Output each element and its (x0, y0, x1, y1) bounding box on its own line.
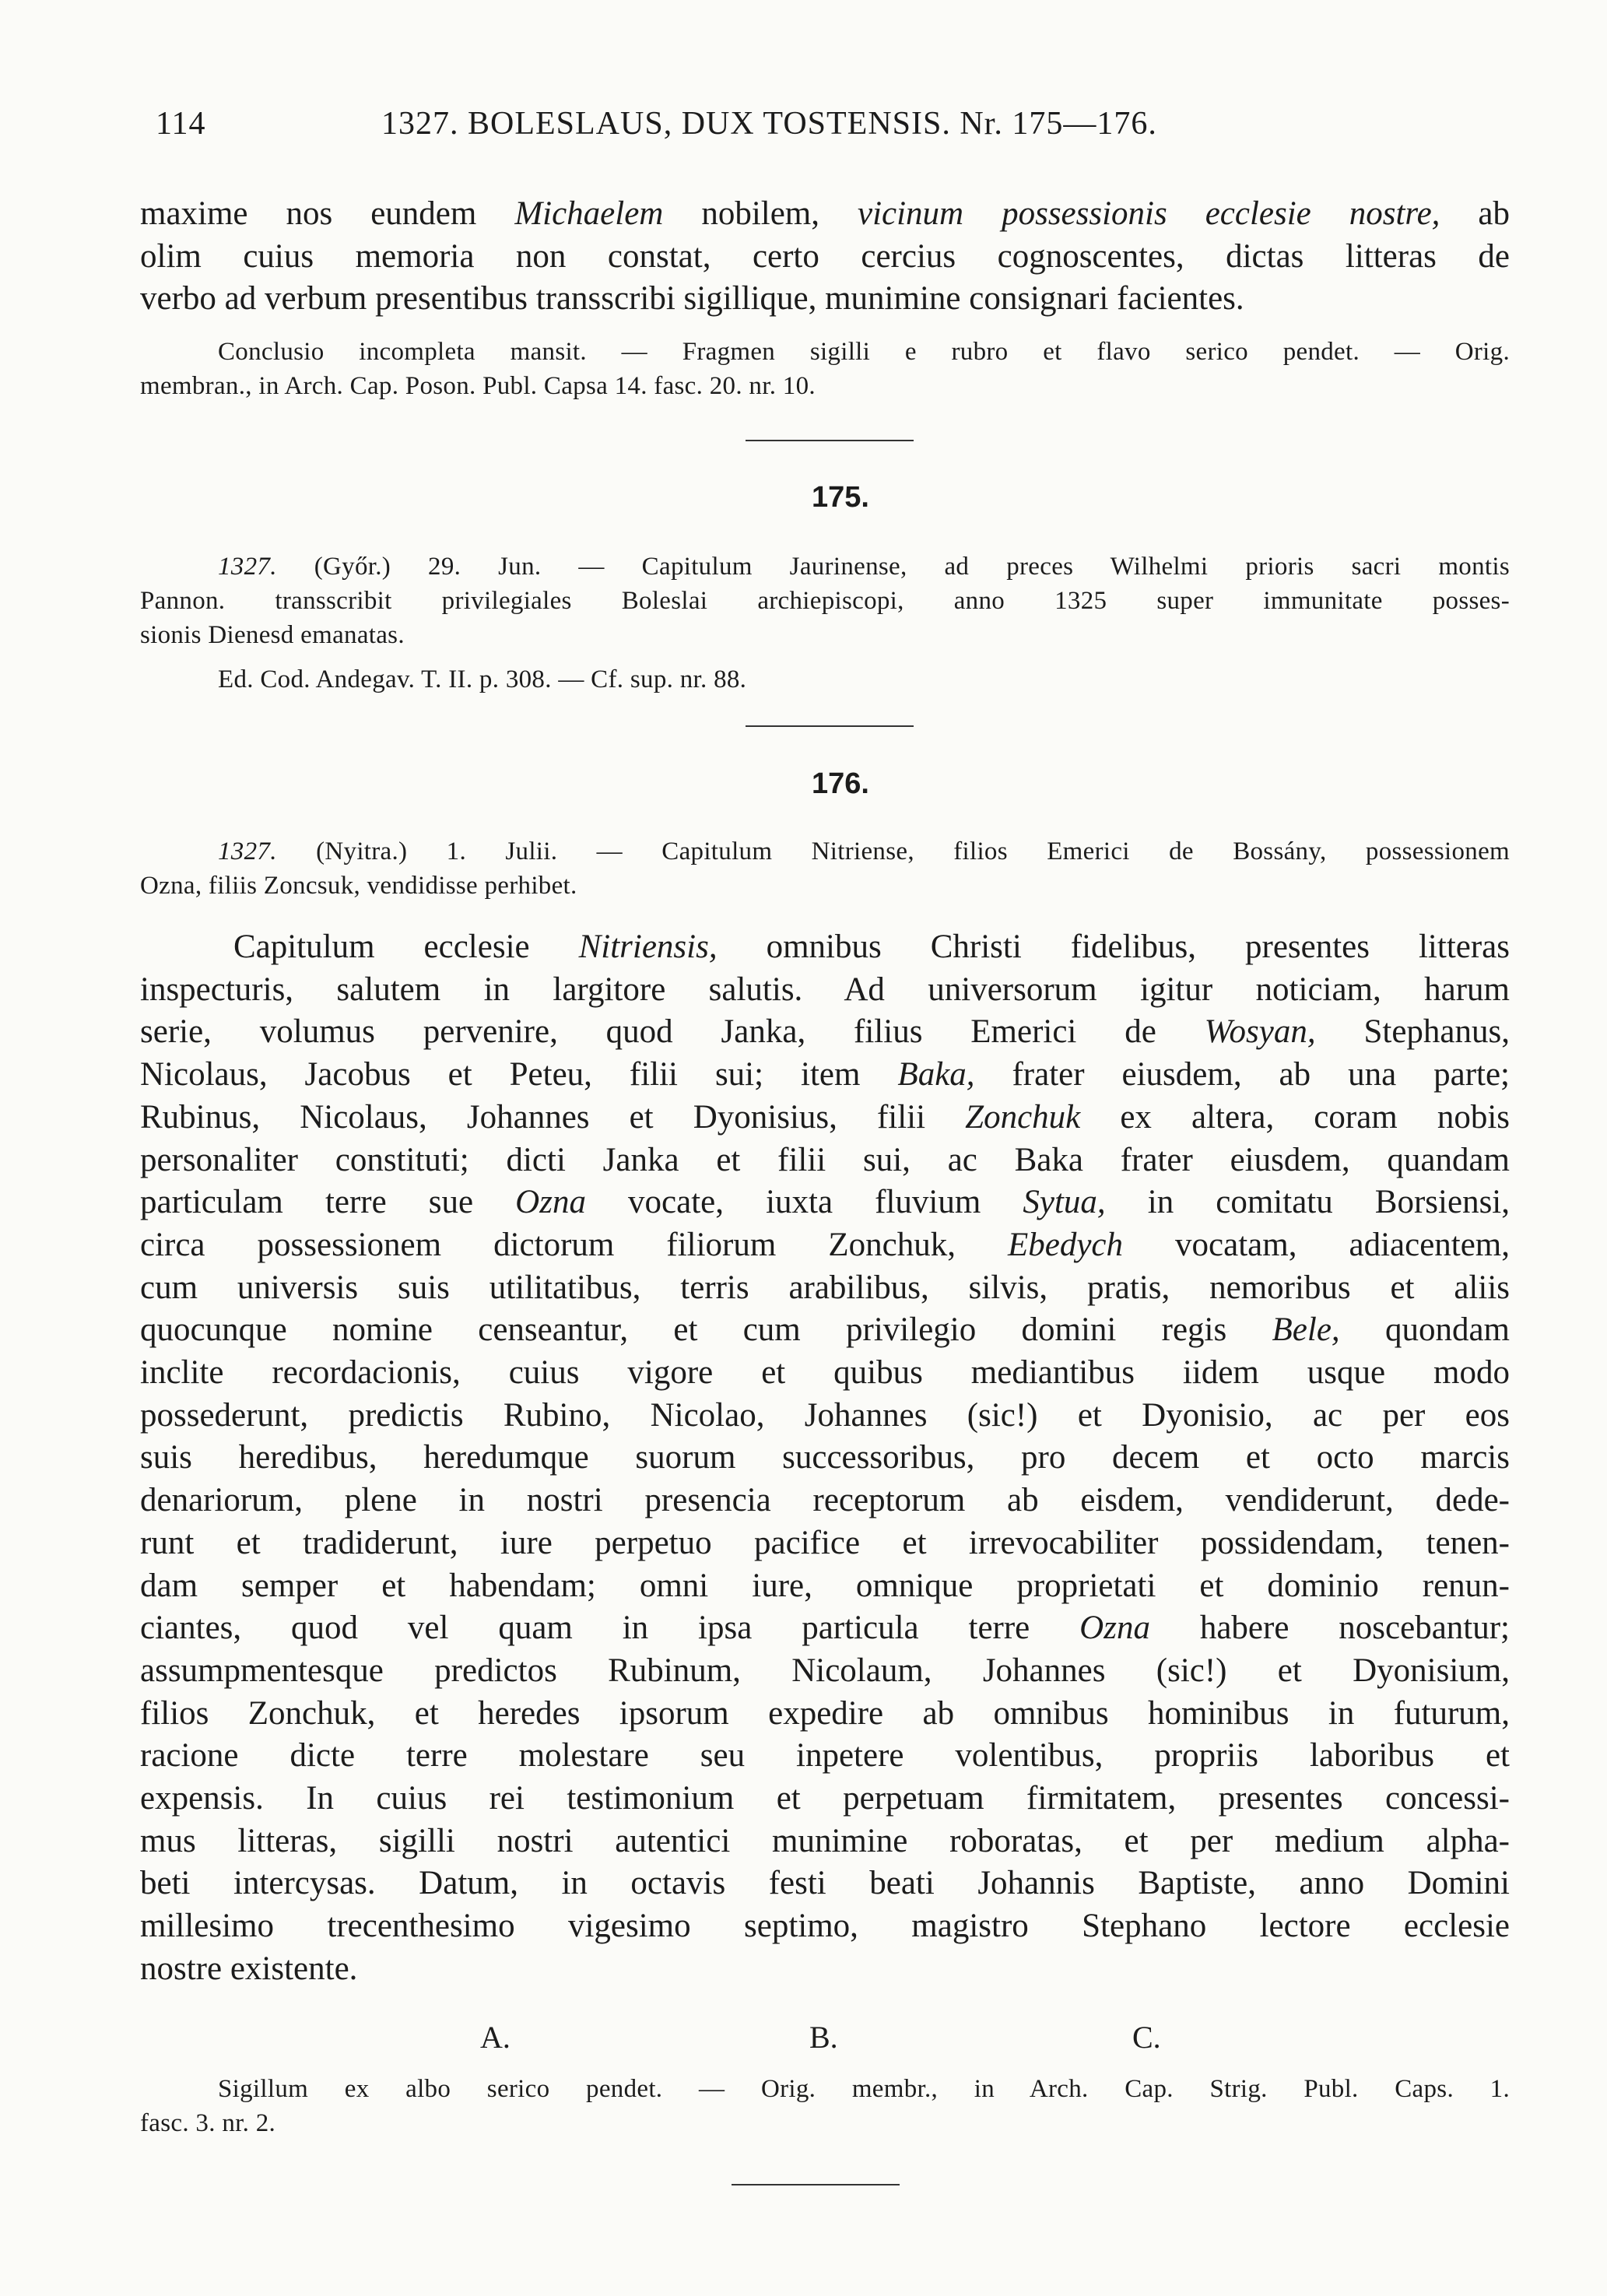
text-run: dam semper et habendam; omni iure, omnique proprietati et dominio renun- (140, 1567, 1510, 1604)
text-run: possederunt, predictis Rubino, Nicolao, Johannes (sic!) et Dyonisio, ac per eos (140, 1396, 1510, 1434)
text-line (140, 1395, 1510, 1438)
text-line (140, 926, 1510, 969)
text-run: ciantes, quod vel quam in ipsa particula terre (140, 1610, 1080, 1647)
italic-text: 1327. (218, 553, 277, 581)
text-line (140, 1437, 1510, 1480)
note-line: Sigillum ex albo serico pendet. — Orig. membr., in Arch. Cap. Strig. Publ. Caps. 1. (218, 2075, 1510, 2103)
document-number-176: 176. (812, 767, 869, 800)
text-run: (Nyitra.) 1. Julii. — Capitulum Nitriense, filios Emerici de Bossány, possessionem (276, 837, 1510, 865)
text-run: Capitulum ecclesie (233, 929, 579, 965)
text-run: mus litteras, sigilli nostri autentici munimine roboratas, et per medium alpha- (140, 1822, 1510, 1859)
text-run: Pannon. transscribit privilegiales Boleslai archiepiscopi, anno 1325 super immunitate posses- (140, 587, 1510, 615)
text-line (140, 1735, 1510, 1778)
text-run: personaliter constituti; dicti Janka et filii sui, ac Baka frater eiusdem, quandam (140, 1141, 1510, 1178)
text-line (140, 1905, 1510, 1948)
text-line (140, 1224, 1510, 1267)
text-line (140, 1011, 1510, 1054)
text-run: quondam (1339, 1311, 1510, 1349)
separator-rule (732, 2184, 900, 2185)
text-run: filios Zonchuk, et heredes ipsorum expedire ab omnibus hominibus in futurum, (140, 1694, 1510, 1732)
text-run: sionis Dienesd emanatas. (140, 621, 405, 649)
text-run: millesimo trecenthesimo vigesimo septimo, magistro Stephano lectore ecclesie (140, 1908, 1510, 1945)
text-run: (Győr.) 29. Jun. — Capitulum Jaurinense, ad preces Wilhelmi prioris sacri montis (276, 553, 1510, 581)
running-head (156, 105, 1447, 152)
italic-text: Bele, (1272, 1311, 1340, 1349)
text-line (140, 236, 1510, 279)
text-run: vocate, iuxta fluvium (585, 1184, 1023, 1221)
text-run: quocunque nomine censeantur, et cum privilegio domini regis (140, 1311, 1272, 1349)
text-run: maxime nos eundem (140, 195, 515, 232)
text-run: in comitatu Borsiensi, (1105, 1184, 1510, 1221)
text-line (140, 1522, 1510, 1565)
text-line (140, 1565, 1510, 1608)
edition-line: Ed. Cod. Andegav. T. II. p. 308. — Cf. sup. nr. 88. (218, 665, 747, 693)
text-line (140, 1948, 1510, 1991)
edition-note-175 (140, 662, 1510, 697)
text-run: Rubinus, Nicolaus, Johannes et Dyonisius, filii (140, 1098, 966, 1136)
alphabet-letters (0, 2019, 1607, 2058)
separator-rule (746, 440, 914, 441)
text-run: serie, volumus pervenire, quod Janka, filius Emerici de (140, 1013, 1205, 1051)
alphabet-letter-c: C. (1132, 2020, 1161, 2055)
regest-175 (140, 549, 1510, 652)
text-run: ab (1440, 195, 1510, 232)
separator-rule (746, 725, 914, 727)
text-run: runt et tradiderunt, iure perpetuo pacifice et irrevocabiliter possidendam, tenen- (140, 1524, 1510, 1561)
note-line: fasc. 3. nr. 2. (140, 2109, 276, 2137)
text-line (140, 834, 1510, 869)
regest-176 (140, 834, 1510, 903)
text-line (140, 1097, 1510, 1139)
text-run: particulam terre sue (140, 1184, 516, 1221)
text-line (140, 1693, 1510, 1736)
text-run: circa possessionem dictorum filiorum Zonchuk, (140, 1226, 1008, 1263)
text-line (140, 1352, 1510, 1395)
running-title: 1327. BOLESLAUS, DUX TOSTENSIS. Nr. 175—176. (381, 106, 1157, 142)
italic-text: Ebedych (1007, 1226, 1124, 1263)
italic-text: Sytua, (1023, 1184, 1106, 1221)
text-run: Nicolaus, Jacobus et Peteu, filii sui; item (140, 1056, 898, 1094)
text-run: Stephanus, (1315, 1013, 1510, 1051)
text-line (140, 1054, 1510, 1097)
italic-text: Ozna (1079, 1610, 1150, 1647)
text-line (140, 1181, 1510, 1224)
alphabet-letter-b: B. (809, 2020, 838, 2055)
note-line: Conclusio incompleta mansit. — Fragmen sigilli e rubro et flavo serico pendet. — Orig. (218, 338, 1510, 366)
text-run: nostre existente. (140, 1950, 358, 1987)
text-line (140, 969, 1510, 1012)
text-line (140, 618, 1510, 652)
continuation-note (140, 335, 1510, 403)
note-line: membran., in Arch. Cap. Poson. Publ. Capsa 14. fasc. 20. nr. 10. (140, 372, 816, 400)
italic-text: Wosyan, (1204, 1013, 1316, 1051)
text-line (140, 1650, 1510, 1693)
text-run: ex altera, coram nobis (1080, 1098, 1510, 1136)
text-run: olim cuius memoria non constat, certo cercius cognoscentes, dictas litteras de (140, 237, 1510, 275)
alphabet-letter-a: A. (480, 2020, 511, 2055)
italic-text: Ozna (515, 1184, 586, 1221)
page-number: 114 (156, 106, 206, 142)
text-run: habere noscebantur; (1149, 1610, 1510, 1647)
charter-text-176 (140, 926, 1510, 1991)
text-line (140, 1820, 1510, 1863)
text-run: vocatam, adiacentem, (1123, 1226, 1510, 1263)
text-line (140, 1267, 1510, 1310)
text-line (140, 584, 1510, 618)
seal-note-176 (140, 2072, 1510, 2140)
text-line (140, 193, 1510, 236)
italic-text: Nitriensis, (578, 929, 718, 965)
text-run: expensis. In cuius rei testimonium et perpetuam firmitatem, presentes concessi- (140, 1780, 1510, 1817)
text-line (140, 549, 1510, 584)
italic-text: 1327. (218, 837, 277, 865)
text-run: Ozna, filiis Zoncsuk, vendidisse perhibet. (140, 872, 577, 900)
italic-text: Zonchuk (965, 1098, 1081, 1136)
text-run: suis heredibus, heredumque suorum successoribus, pro decem et octo marcis (140, 1439, 1510, 1476)
text-run: nobilem, (663, 195, 858, 232)
italic-text: Michaelem (514, 195, 664, 232)
text-line (140, 1480, 1510, 1522)
italic-text: vicinum possessionis ecclesie nostre, (857, 195, 1440, 232)
text-run: inspecturis, salutem in largitore salutis. Ad universorum igitur noticiam, harum (140, 971, 1510, 1008)
text-line (140, 278, 1510, 321)
text-line (140, 869, 1510, 903)
continuation-text (140, 193, 1510, 321)
text-run: racione dicte terre molestare seu inpetere volentibus, propriis laboribus et (140, 1737, 1510, 1775)
text-run: assumpmentesque predictos Rubinum, Nicolaum, Johannes (sic!) et Dyonisium, (140, 1652, 1510, 1689)
text-run: denariorum, plene in nostri presencia receptorum ab eisdem, vendiderunt, dede- (140, 1482, 1510, 1519)
text-line (140, 1862, 1510, 1905)
text-line (140, 1607, 1510, 1650)
text-run: omnibus Christi fidelibus, presentes litteras (717, 929, 1510, 965)
text-line (140, 1309, 1510, 1352)
text-run: beti intercysas. Datum, in octavis festi beati Johannis Baptiste, anno Domini (140, 1865, 1510, 1902)
text-run: frater eiusdem, ab una parte; (974, 1056, 1510, 1094)
text-line (140, 1139, 1510, 1182)
text-run: inclite recordacionis, cuius vigore et quibus mediantibus iidem usque modo (140, 1354, 1510, 1392)
document-number-175: 175. (812, 481, 869, 514)
text-line (140, 1778, 1510, 1820)
italic-text: Baka, (897, 1056, 975, 1094)
text-run: verbo ad verbum presentibus transscribi sigillique, munimine consignari facientes. (140, 280, 1244, 318)
text-run: cum universis suis utilitatibus, terris arabilibus, silvis, pratis, nemoribus et aliis (140, 1269, 1510, 1306)
